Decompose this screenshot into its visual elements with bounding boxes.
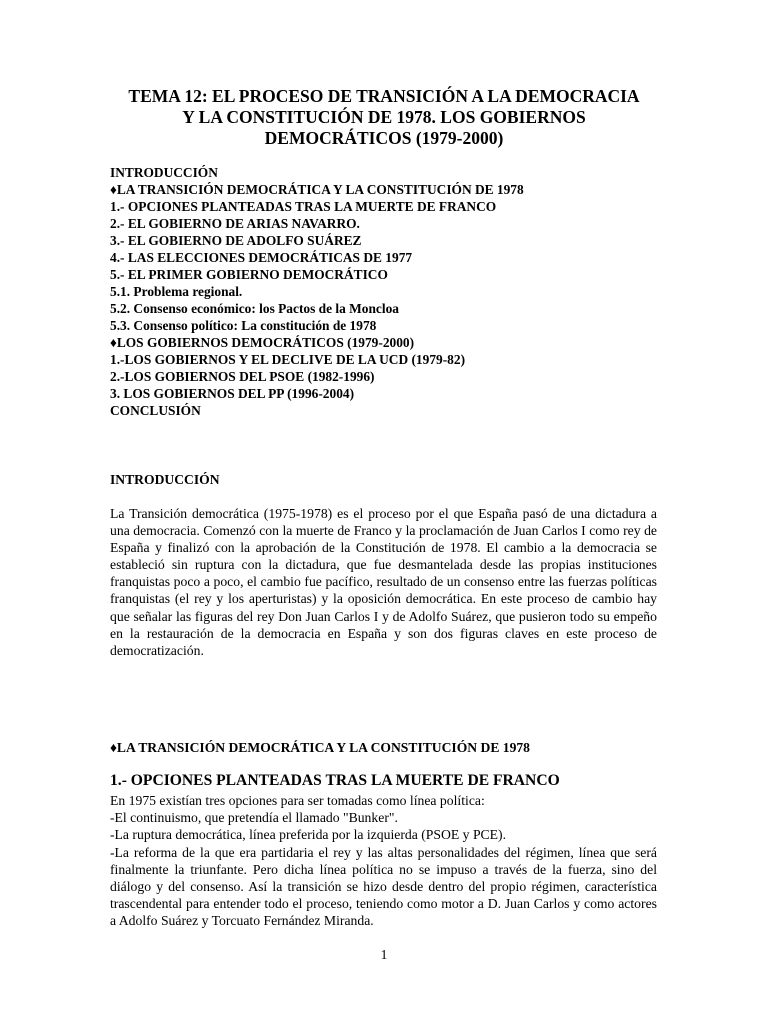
document-title bbox=[100, 86, 668, 149]
toc-item: 5.2. Consenso económico: los Pactos de la Moncloa bbox=[110, 301, 399, 316]
title-line: DEMOCRÁTICOS (1979-2000) bbox=[264, 128, 504, 148]
list-item: -La reforma de la que era partidaria el rey y las altas personalidades del régimen, línea que será finalmente la triunfante. Pero dicha línea política no se impuso a través de la fuerza, sino del diálogo y del consenso. Así la transición se hizo desde dentro del propio régimen, característica trascendental para entender todo el proceso, teniendo como motor a D. Juan Carlos y como actores a Adolfo Suárez y Torcuato Fernández Miranda. bbox=[110, 844, 657, 929]
page-number: 1 bbox=[380, 947, 388, 962]
toc-item: 3.- EL GOBIERNO DE ADOLFO SUÁREZ bbox=[110, 233, 362, 248]
list-item: -El continuismo, que pretendía el llamado "Bunker". bbox=[110, 810, 398, 826]
toc-item: 1.-LOS GOBIERNOS Y EL DECLIVE DE LA UCD (1979-82) bbox=[110, 352, 466, 367]
title-line: TEMA 12: EL PROCESO DE TRANSICIÓN A LA DEMOCRACIA bbox=[128, 86, 640, 106]
opciones-list bbox=[110, 792, 657, 930]
title-line: Y LA CONSTITUCIÓN DE 1978. LOS GOBIERNOS bbox=[182, 107, 586, 127]
introduccion-paragraph: La Transición democrática (1975-1978) es el proceso por el que España pasó de una dictadura a una democracia. Comenzó con la muerte de Franco y la proclamación de Juan Carlos I como rey de España y finalizó con la aprobación de la Constitución de 1978. El cambio a la democracia se estableció sin ruptura con la dictadura, que fue desmantelada desde las propias instituciones franquistas poco a poco, el cambio fue pacífico, resultado de un consenso entre las fuerzas políticas franquistas (el rey y los aperturistas) y la oposición democrática. En este proceso de cambio hay que señalar las figuras del rey Don Juan Carlos I y de Adolfo Suárez, que pusieron todo su empeño en la restauración de la democracia en España y son dos figuras claves en este proceso de democratización. bbox=[110, 506, 657, 658]
introduccion-heading: INTRODUCCIÓN bbox=[110, 472, 220, 487]
opciones-section-heading: 1.- OPCIONES PLANTEADAS TRAS LA MUERTE DE FRANCO bbox=[110, 772, 560, 789]
toc-item: 5.1. Problema regional. bbox=[110, 284, 243, 299]
toc-item: CONCLUSIÓN bbox=[110, 403, 201, 418]
toc-item: 2.-LOS GOBIERNOS DEL PSOE (1982-1996) bbox=[110, 369, 375, 384]
toc-item: INTRODUCCIÓN bbox=[110, 165, 218, 180]
toc-item: 2.- EL GOBIERNO DE ARIAS NAVARRO. bbox=[110, 216, 360, 231]
toc-item: ♦LOS GOBIERNOS DEMOCRÁTICOS (1979-2000) bbox=[110, 335, 415, 350]
transicion-section-heading: ♦LA TRANSICIÓN DEMOCRÁTICA Y LA CONSTITUCIÓN DE 1978 bbox=[110, 740, 530, 755]
toc-item: ♦LA TRANSICIÓN DEMOCRÁTICA Y LA CONSTITUCIÓN DE 1978 bbox=[110, 182, 524, 197]
toc-item: 4.- LAS ELECCIONES DEMOCRÁTICAS DE 1977 bbox=[110, 250, 413, 265]
toc-item: 1.- OPCIONES PLANTEADAS TRAS LA MUERTE DE FRANCO bbox=[110, 199, 497, 214]
table-of-contents bbox=[110, 164, 670, 419]
toc-item: 5.- EL PRIMER GOBIERNO DEMOCRÁTICO bbox=[110, 267, 388, 282]
opciones-intro: En 1975 existían tres opciones para ser tomadas como línea política: bbox=[110, 793, 485, 808]
toc-item: 3. LOS GOBIERNOS DEL PP (1996-2004) bbox=[110, 386, 355, 401]
list-item: -La ruptura democrática, línea preferida por la izquierda (PSOE y PCE). bbox=[110, 827, 507, 843]
toc-item: 5.3. Consenso político: La constitución de 1978 bbox=[110, 318, 377, 333]
